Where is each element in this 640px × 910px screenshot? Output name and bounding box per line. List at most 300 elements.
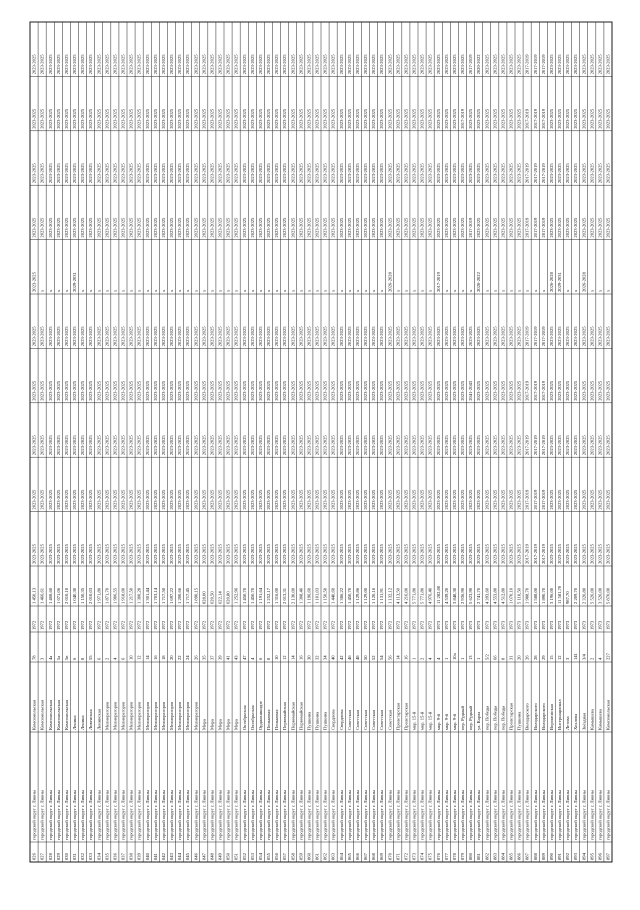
cell-street: Ленина [80, 715, 86, 730]
cell-house: 37 [209, 655, 215, 660]
cell-year: 1972 [419, 620, 425, 630]
cell-term: x [411, 289, 417, 292]
cell-street: Камышева [597, 709, 603, 730]
cell-n: 849 [217, 853, 223, 860]
cell-term: 2023-2025 [330, 380, 336, 401]
cell-term: 2023-2025 [96, 54, 102, 75]
cell-addr: городской округ г. Ливны [96, 790, 102, 840]
cell-street: мкр. 9-й [435, 713, 441, 730]
cell-term: 2023-2025 [72, 435, 78, 456]
cell-year: 1973 [476, 620, 482, 630]
cell-term: 2023-2025 [217, 380, 223, 401]
cell-area: 1 316,00 [274, 587, 280, 604]
cell-year: 1972 [128, 620, 134, 630]
cell-term: 2023-2025 [274, 435, 280, 456]
cell-term: 2023-2025 [395, 217, 401, 238]
cell-term: x [144, 289, 150, 292]
cell-term: 2023-2025 [443, 326, 449, 347]
cell-year: 1973 [516, 620, 522, 630]
cell-house: 10 [128, 655, 134, 660]
cell-term: x [371, 289, 377, 292]
cell-term: 2023-2025 [47, 54, 53, 75]
cell-term: 2023-2025 [209, 435, 215, 456]
cell-house: 41 [225, 655, 231, 660]
cell-term: 2023-2025 [169, 54, 175, 75]
cell-term: 2023-2025 [257, 380, 263, 401]
cell-term: 2023-2025 [476, 380, 482, 401]
cell-term: x [516, 289, 522, 292]
cell-term: 2023-2025 [460, 163, 466, 184]
cell-term: 2023-2025 [241, 108, 247, 129]
cell-n: 864 [338, 853, 344, 860]
cell-term: 2023-2025 [363, 217, 369, 238]
cell-term: 2023-2025 [476, 163, 482, 184]
cell-term: 2029-2031 [557, 272, 563, 292]
cell-area: 1 450,13 [31, 587, 37, 604]
cell-term: 2023-2025 [306, 489, 312, 510]
cell-addr: городской округ г. Ливны [209, 790, 215, 840]
cell-term: x [597, 289, 603, 292]
cell-area: 1 717,50 [160, 587, 166, 604]
cell-term: 2023-2025 [354, 435, 360, 456]
cell-term: 2023-2025 [63, 544, 69, 564]
cell-term: 2023-2025 [508, 217, 514, 238]
cell-term: 2023-2025 [55, 217, 61, 238]
cell-term: 2023-2025 [516, 54, 522, 75]
cell-term: 2023-2025 [88, 108, 94, 129]
cell-term: 2023-2025 [338, 435, 344, 456]
cell-street: Пушкина [306, 711, 312, 730]
cell-term: 2023-2025 [371, 163, 377, 184]
cell-term: 2023-2025 [144, 435, 150, 456]
cell-term: 2023-2025 [282, 326, 288, 347]
cell-term: 2017-2019 [532, 326, 538, 347]
cell-term: 2023-2025 [605, 489, 611, 510]
cell-term: 2023-2025 [88, 489, 94, 510]
cell-term: 2023-2025 [282, 380, 288, 401]
cell-term: 2023-2025 [63, 108, 69, 129]
cell-term: 2023-2025 [557, 326, 563, 347]
cell-house: 1 [411, 657, 417, 660]
cell-term: x [605, 289, 611, 292]
cell-area: 1 071,06 [55, 587, 61, 604]
cell-term: 2023-2025 [298, 217, 304, 238]
cell-addr: городской округ г. Ливны [63, 790, 69, 840]
cell-term: 2023-2025 [322, 435, 328, 456]
cell-area: 2 741,70 [476, 587, 482, 604]
cell-n: 842 [160, 853, 166, 860]
cell-n: 830 [63, 853, 69, 860]
cell-addr: городской округ г. Ливны [395, 790, 401, 840]
cell-term: 2023-2025 [160, 54, 166, 75]
cell-term: x [330, 289, 336, 292]
cell-term: 2023-2025 [128, 54, 134, 75]
cell-term: x [427, 289, 433, 292]
cell-term: 2023-2025 [233, 163, 239, 184]
cell-term: 2023-2025 [508, 163, 514, 184]
cell-term: 2023-2025 [589, 326, 595, 347]
cell-street: пер. Рудный [468, 706, 474, 730]
cell-addr: городской округ г. Ливны [314, 790, 320, 840]
cell-term: 2023-2025 [96, 217, 102, 238]
cell-area: 620,80 [225, 591, 231, 604]
cell-term: 2023-2025 [484, 54, 490, 75]
cell-term: 2023-2025 [55, 108, 61, 129]
cell-term: 2023-2025 [492, 489, 498, 510]
cell-addr: городской округ г. Ливны [233, 790, 239, 840]
cell-term: x [314, 289, 320, 292]
cell-term: 2023-2025 [152, 163, 158, 184]
cell-term: 2023-2025 [492, 326, 498, 347]
cell-house: 15 [548, 655, 554, 660]
cell-term: 2023-2025 [379, 380, 385, 401]
cell-term: 2023-2025 [193, 217, 199, 238]
cell-term: 2023-2025 [80, 217, 86, 238]
cell-term: 2023-2025 [557, 544, 563, 564]
cell-term: 2023-2025 [120, 326, 126, 347]
cell-term: 2023-2025 [177, 326, 183, 347]
cell-term: 2017-2019 [532, 489, 538, 510]
cell-street: Ленина [72, 715, 78, 730]
cell-term: 2023-2025 [597, 380, 603, 401]
cell-term: 2023-2025 [136, 489, 142, 510]
cell-area: 5 771,80 [411, 587, 417, 604]
cell-term: 2023-2025 [451, 380, 457, 401]
cell-street: Орджоникидзе [257, 700, 263, 730]
cell-term: x [500, 289, 506, 292]
cell-term: 2023-2025 [31, 380, 37, 401]
cell-term: 2023-2025 [63, 54, 69, 75]
cell-term: 2023-2025 [225, 54, 231, 75]
cell-term: 2023-2025 [144, 217, 150, 238]
cell-term: 2023-2025 [290, 489, 296, 510]
cell-term: 2023-2025 [468, 163, 474, 184]
cell-addr: городской округ г. Ливны [532, 790, 538, 840]
cell-term: 2023-2025 [395, 544, 401, 564]
cell-house: 12 [282, 655, 288, 660]
cell-term: 2023-2025 [80, 380, 86, 401]
cell-term: 2023-2025 [557, 435, 563, 456]
cell-term: 2023-2025 [557, 489, 563, 510]
cell-term: 2023-2025 [72, 489, 78, 510]
cell-term: 2017-2019 [532, 54, 538, 75]
cell-street: пер. Победы [492, 705, 498, 730]
cell-term: 2023-2025 [314, 163, 320, 184]
cell-n: 883 [492, 853, 498, 860]
cell-term: 2023-2025 [201, 108, 207, 129]
cell-term: 2023-2025 [516, 326, 522, 347]
cell-term: 2023-2025 [500, 435, 506, 456]
cell-year: 1973 [573, 620, 579, 630]
cell-house: 6 [72, 657, 78, 660]
cell-term: 2029-2031 [72, 272, 78, 292]
cell-area: 1 408,60 [47, 587, 53, 604]
cell-term: 2023-2025 [338, 544, 344, 564]
cell-term: 2023-2025 [338, 163, 344, 184]
cell-year: 1973 [605, 620, 611, 630]
cell-year: 1972 [96, 620, 102, 630]
cell-n: 843 [169, 853, 175, 860]
cell-term: 2023-2025 [387, 544, 393, 564]
cell-term: x [540, 289, 546, 292]
cell-term: 2023-2025 [160, 108, 166, 129]
cell-term: 2023-2025 [257, 489, 263, 510]
cell-addr: городской округ г. Ливны [160, 790, 166, 840]
cell-term: 2023-2025 [88, 380, 94, 401]
cell-year: 1972 [63, 620, 69, 630]
cell-term: 2023-2025 [419, 380, 425, 401]
cell-term: 2023-2025 [128, 380, 134, 401]
cell-term: x [152, 289, 158, 292]
cell-term: 2023-2025 [363, 54, 369, 75]
cell-term: 2023-2025 [451, 489, 457, 510]
cell-term: 2023-2025 [573, 163, 579, 184]
cell-term: 2023-2025 [88, 217, 94, 238]
cell-term: 2023-2025 [443, 217, 449, 238]
cell-term: 2023-2025 [492, 54, 498, 75]
cell-term: 2023-2025 [104, 380, 110, 401]
cell-term: 2023-2025 [290, 380, 296, 401]
cell-year: 1972 [403, 620, 409, 630]
cell-house: 10а [451, 653, 457, 660]
cell-term: 2023-2025 [274, 326, 280, 347]
cell-addr: городской округ г. Ливны [55, 790, 61, 840]
cell-area: 1 906,55 [112, 587, 118, 604]
cell-addr: городской округ г. Ливны [451, 790, 457, 840]
cell-term: 2023-2025 [508, 544, 514, 564]
cell-term: 2023-2025 [500, 108, 506, 129]
cell-house: 4 [435, 657, 441, 660]
cell-term: x [363, 289, 369, 292]
cell-term: 2023-2025 [225, 108, 231, 129]
cell-term: 2023-2025 [460, 54, 466, 75]
cell-term: 2023-2025 [427, 380, 433, 401]
cell-term: 2023-2025 [257, 54, 263, 75]
cell-term: 2023-2025 [282, 489, 288, 510]
cell-term: 2023-2025 [55, 489, 61, 510]
cell-term: x [274, 289, 280, 292]
cell-term: 2023-2025 [548, 544, 554, 564]
cell-n: 873 [411, 853, 417, 860]
cell-term: 2023-2025 [443, 54, 449, 75]
cell-term: 2023-2025 [233, 326, 239, 347]
cell-term: 2023-2025 [379, 217, 385, 238]
cell-street: Свердлова [338, 709, 344, 730]
cell-term: x [185, 289, 191, 292]
cell-term: 2023-2025 [330, 435, 336, 456]
cell-n: 888 [532, 853, 538, 860]
cell-term: 2023-2025 [63, 163, 69, 184]
cell-house: 16 [298, 655, 304, 660]
cell-term: 2023-2025 [379, 163, 385, 184]
cell-house: 16 [152, 655, 158, 660]
cell-term: 2023-2025 [144, 544, 150, 564]
cell-area: 1 450,70 [249, 587, 255, 604]
cell-n: 838 [128, 853, 134, 860]
cell-term: 2023-2025 [47, 326, 53, 347]
cell-house: 29 [540, 655, 546, 660]
cell-addr: городской округ г. Ливны [144, 790, 150, 840]
cell-n: 861 [314, 853, 320, 860]
cell-term: 2023-2025 [451, 435, 457, 456]
cell-term: 2023-2025 [104, 489, 110, 510]
cell-addr: городской округ г. Ливны [605, 790, 611, 840]
cell-year: 1972 [144, 620, 150, 630]
cell-term: 2023-2025 [565, 435, 571, 456]
cell-addr: городской округ г. Ливны [524, 790, 530, 840]
cell-term: 2023-2025 [371, 435, 377, 456]
cell-term: x [338, 289, 344, 292]
cell-street: ул. Карла [476, 711, 482, 730]
cell-area: 828,00 [201, 591, 207, 604]
cell-term: 2023-2025 [330, 489, 336, 510]
cell-addr: городской округ г. Ливны [557, 790, 563, 840]
cell-term: 2023-2025 [411, 435, 417, 456]
cell-term: x [451, 289, 457, 292]
cell-term: 2023-2025 [31, 108, 37, 129]
cell-term: 2023-2025 [322, 108, 328, 129]
cell-term: 2017-2019 [524, 380, 530, 401]
cell-term: 2023-2025 [249, 380, 255, 401]
cell-term: 2017-2019 [540, 54, 546, 75]
cell-area: 622,14 [217, 591, 223, 604]
cell-term: 2023-2025 [508, 326, 514, 347]
cell-term: 2023-2025 [468, 489, 474, 510]
cell-term: 2023-2025 [104, 163, 110, 184]
cell-addr: городской округ г. Ливны [72, 790, 78, 840]
cell-term: 2017-2019 [460, 108, 466, 129]
cell-term: 2023-2025 [160, 163, 166, 184]
cell-year: 1972 [31, 620, 37, 630]
cell-year: 1973 [460, 620, 466, 630]
cell-term: 2023-2025 [330, 217, 336, 238]
cell-area: 3 196,00 [548, 587, 554, 604]
cell-term: x [395, 289, 401, 292]
cell-house: 24 [185, 655, 191, 660]
cell-term: 2023-2025 [88, 54, 94, 75]
cell-addr: городской округ г. Ливны [484, 790, 490, 840]
cell-year: 1973 [451, 620, 457, 630]
cell-term: 2023-2025 [144, 54, 150, 75]
cell-term: 2023-2025 [209, 217, 215, 238]
cell-term: 2023-2025 [597, 217, 603, 238]
cell-house: 30 [306, 655, 312, 660]
cell-term: 2023-2025 [492, 217, 498, 238]
cell-term: 2023-2025 [435, 326, 441, 347]
table-grid [30, 22, 612, 862]
cell-n: 895 [589, 853, 595, 860]
cell-n: 841 [152, 853, 158, 860]
cell-term: 2023-2025 [500, 380, 506, 401]
cell-year: 1972 [249, 620, 255, 630]
cell-term: 2023-2025 [605, 54, 611, 75]
cell-term: 2023-2025 [96, 380, 102, 401]
cell-term: 2023-2025 [516, 108, 522, 129]
cell-house: 5в [63, 655, 69, 660]
cell-year: 1972 [290, 620, 296, 630]
cell-term: 2023-2025 [314, 544, 320, 564]
cell-n: 852 [241, 853, 247, 860]
cell-term: 2023-2025 [112, 108, 118, 129]
cell-area: 2 209,70 [573, 587, 579, 604]
cell-year: 1972 [387, 620, 393, 630]
cell-street: Октябрьская [241, 705, 247, 730]
cell-addr: городской округ г. Ливны [338, 790, 344, 840]
cell-term: 2023-2025 [363, 326, 369, 347]
cell-house: 22 [177, 655, 183, 660]
cell-term: 2023-2025 [128, 326, 134, 347]
cell-term: 2023-2025 [427, 489, 433, 510]
cell-term: 2017-2019 [524, 435, 530, 456]
cell-term: 2023-2025 [193, 489, 199, 510]
cell-house: 12 [557, 655, 563, 660]
cell-house: 6 [120, 657, 126, 660]
cell-term: x [80, 289, 86, 292]
cell-term: 2023-2025 [266, 326, 272, 347]
cell-term: 2023-2025 [605, 544, 611, 564]
cell-term: 2023-2025 [419, 108, 425, 129]
cell-term: 2023-2025 [120, 489, 126, 510]
cell-year: 1972 [346, 620, 352, 630]
cell-area: 1 150,35 [80, 587, 86, 604]
cell-term: 2023-2025 [185, 380, 191, 401]
cell-term: 2023-2025 [120, 380, 126, 401]
cell-term: 2023-2025 [581, 435, 587, 456]
cell-term: 2023-2025 [120, 108, 126, 129]
cell-term: 2023-2025 [112, 217, 118, 238]
cell-term: 2023-2025 [427, 326, 433, 347]
cell-term: 2023-2025 [112, 163, 118, 184]
cell-term: 2023-2025 [241, 544, 247, 564]
cell-street: Советская [354, 710, 360, 730]
cell-term: 2023-2025 [435, 54, 441, 75]
cell-term: 2023-2025 [217, 435, 223, 456]
cell-house: 14 [290, 655, 296, 660]
cell-term: 2023-2025 [298, 326, 304, 347]
cell-n: 881 [476, 853, 482, 860]
cell-street: Советская [346, 710, 352, 730]
cell-term: 2023-2025 [185, 108, 191, 129]
cell-term: 2026-2028 [581, 272, 587, 292]
cell-term: 2023-2025 [573, 544, 579, 564]
cell-term: 2023-2025 [144, 380, 150, 401]
cell-n: 896 [597, 853, 603, 860]
cell-term: 2023-2025 [322, 489, 328, 510]
cell-term: 2023-2025 [330, 54, 336, 75]
cell-term: 2023-2025 [209, 163, 215, 184]
cell-n: 839 [136, 853, 142, 860]
cell-year: 1973 [500, 620, 506, 630]
cell-house: 40 [330, 655, 336, 660]
cell-n: 851 [233, 853, 239, 860]
cell-street: Пеньковая [266, 709, 272, 730]
cell-term: x [282, 289, 288, 292]
cell-area: 5 870,00 [605, 587, 611, 604]
cell-term: 2023-2025 [185, 326, 191, 347]
cell-year: 1972 [306, 620, 312, 630]
cell-n: 829 [55, 853, 61, 860]
cell-term: 2023-2025 [411, 163, 417, 184]
cell-term: 2023-2025 [411, 54, 417, 75]
cell-term: 2023-2025 [39, 108, 45, 129]
cell-term: 2023-2025 [209, 54, 215, 75]
cell-year: 1973 [565, 620, 571, 630]
cell-term: 2023-2025 [451, 217, 457, 238]
cell-n: 828 [47, 853, 53, 860]
cell-term: x [104, 289, 110, 292]
cell-term: 2017-2019 [540, 163, 546, 184]
cell-term: 2023-2025 [225, 544, 231, 564]
